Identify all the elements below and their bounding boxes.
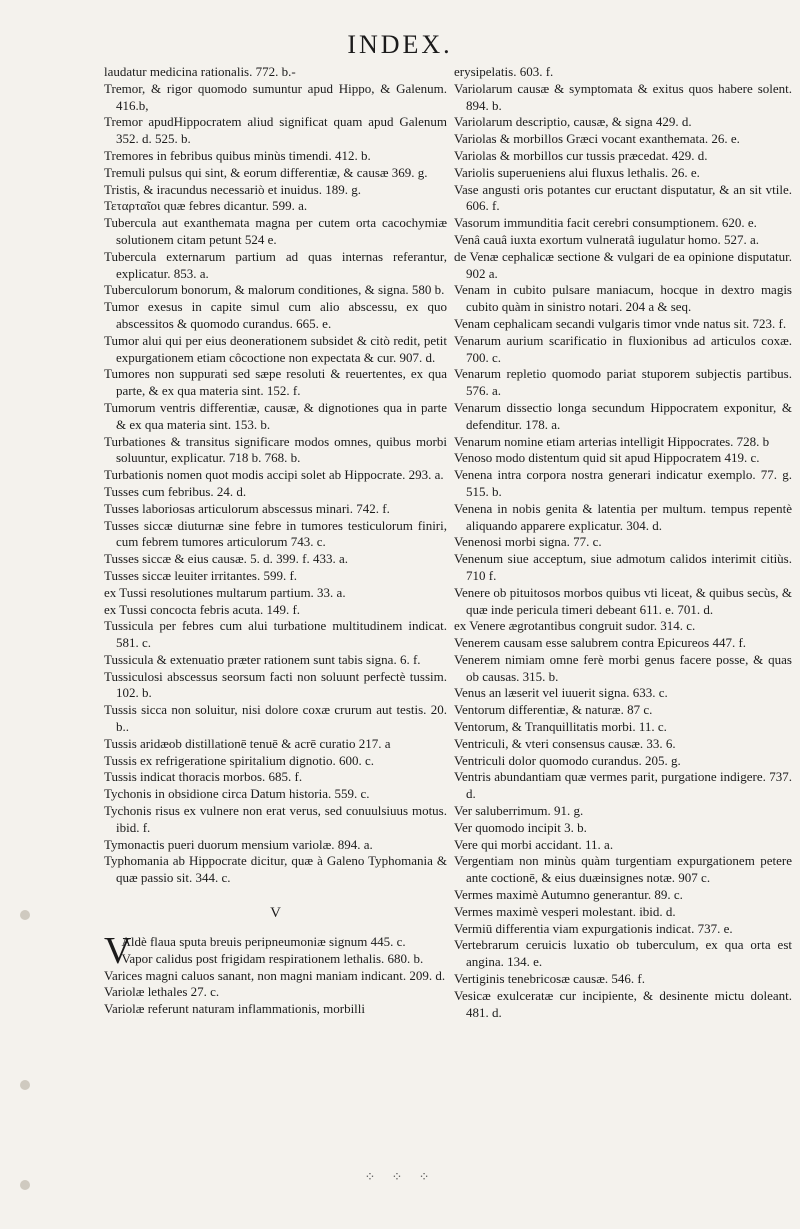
index-entry: Vesicæ exulceratæ cur incipiente, & desinente mictu doleant. 481. d.	[454, 987, 792, 1020]
index-entry: erysipelatis. 603. f.	[454, 64, 554, 79]
index-entry: Tusses laboriosas articulorum abscessus minari. 742. f.	[104, 500, 390, 516]
index-entry: Ventorum differentiæ, & naturæ. 87 c.	[454, 702, 653, 718]
index-entry: Venenosi morbi signa. 77. c.	[454, 534, 602, 550]
index-entry: Typhomania ab Hippocrate dicitur, quæ à Galeno Typhomania & quæ passio sit. 344. c.	[104, 853, 447, 886]
index-entry: Tussicula & extenuatio præter rationem sunt tabis signa. 6. f.	[104, 651, 421, 667]
index-entry: Ventorum, & Tranquillitatis morbi. 11. c.	[454, 719, 667, 735]
index-entry: Tumor alui qui per eius deonerationem subsidet & citò redit, petit expurgationem etiam côcoctione non expectata & cur. 907. d.	[104, 332, 447, 365]
index-entry: laudatur medicina rationalis. 772. b.-	[104, 64, 296, 79]
index-entry: Vertiginis tenebricosæ causæ. 546. f.	[454, 971, 645, 987]
index-entry: Vermes maximè Autumno generantur. 89. c.	[454, 887, 683, 903]
page-title: INDEX.	[347, 30, 453, 59]
index-entry: Tumorum ventris differentiæ, causæ, & dignotiones qua in parte & ex qua materia sint. 153. b.	[104, 399, 447, 432]
index-entry: Vasorum immunditia facit cerebri consumptionem. 620. e.	[454, 215, 757, 231]
index-entry: Venarum aurium scarificatio in fluxionibus ad articulos coxæ. 700. c.	[454, 332, 792, 365]
index-entry: Tremor, & rigor quomodo sumuntur apud Hippo, & Galenum. 416.b,	[104, 80, 447, 113]
index-entry: Tychonis risus ex vulnere non erat verus, sed conuulsiuus motus. ibid. f.	[104, 803, 447, 835]
index-entry: Tussicula per febres cum alui turbatione multitudinem indicat. 581. c.	[104, 618, 447, 651]
index-entry: Tumores non suppurati sed sæpe resoluti & reuertentes, ex qua parte, & ex qua materia sint. 152. f.	[104, 366, 447, 399]
index-entry: Tristis, & iracundus necessariò et inuidus. 189. g.	[104, 181, 361, 197]
index-entry: Tussis aridæob distillationē tenuē & acrē curatio 217. a	[104, 735, 391, 751]
index-entry: VAldè flaua sputa breuis peripneumoniæ signum 445. c.	[104, 930, 406, 973]
index-entry: Venus an læserit vel iuuerit signa. 633. c.	[454, 685, 668, 701]
index-entry: Variolæ referunt naturam inflammationis, morbilli	[104, 1001, 366, 1017]
binding-hole	[20, 910, 30, 920]
index-entry: Tuberculorum bonorum, & malorum conditiones, & signa. 580 b.	[104, 282, 445, 298]
index-entry: Ventriculi dolor quomodo curandus. 205. g.	[454, 752, 681, 768]
binding-hole	[20, 1080, 30, 1090]
index-entry: Vase angusti oris potantes cur eructant disputatur, & an sit vtile. 606. f.	[454, 181, 792, 214]
index-entry: Venarum repletio quomodo pariat stuporem subjectis partibus. 576. a.	[454, 366, 792, 399]
index-entry: Tussis sicca non soluitur, nisi dolore coxæ crurum aut testis. 20. b..	[104, 702, 447, 735]
index-entry: Turbationes & transitus significare modos omnes, quibus morbi soluuntur, explicatur. 718 b. 768. b.	[104, 433, 447, 466]
index-entry: Tubercula externarum partium ad quas internas referantur, explicatur. 853. a.	[104, 248, 447, 281]
index-entry: Tumor exesus in capite simul cum alio abscessu, ex quo abscessitos & quomodo curandus. 665. e.	[104, 299, 447, 331]
index-entry: Variolis superueniens alui fluxus lethalis. 26. e.	[454, 164, 700, 180]
index-entry: Variolarum causæ & symptomata & exitus quos habere solent. 894. b.	[454, 80, 792, 113]
left-v-entry-list	[104, 930, 447, 1018]
index-entry: Tremuli pulsus qui sint, & eorum differentiæ, & causæ 369. g.	[104, 164, 428, 180]
index-entry: Tussis ex refrigeratione spiritalium dignotio. 600. c.	[104, 752, 374, 768]
index-entry: Turbationis nomen quot modis accipi solet ab Hippocrate. 293. a.	[104, 467, 444, 483]
index-entry: Vermiū differentia viam expurgationis indicat. 737. e.	[454, 920, 733, 936]
index-entry: Vapor calidus post frigidam respirationem lethalis. 680. b.	[121, 950, 424, 966]
index-entry: Vergentiam non minùs quàm turgentiam expurgationem petere ante coctionē, & eius duæinsignes notæ. 907 c.	[454, 853, 792, 886]
index-entry: Variolæ lethales 27. c.	[104, 984, 220, 1000]
index-entry: Tremor apudHippocratem aliud significat quam apud Galenum 352. d. 525. b.	[104, 114, 447, 147]
left-column	[104, 64, 447, 1018]
index-entry: Tymonactis pueri duorum mensium variolæ. 894. a.	[104, 836, 373, 852]
index-entry: Ver saluberrimum. 91. g.	[454, 803, 584, 819]
index-entry: Vere qui morbi accidant. 11. a.	[454, 836, 614, 852]
letter-heading: V	[270, 905, 281, 922]
index-entry: Venam in cubito pulsare maniacum, hocque in dextro magis cubito quàm in sinistro notari. 204 a & seq.	[454, 282, 792, 315]
index-entry: Venere ob pituitosos morbos quibus vti liceat, & quibus secùs, & quæ inde pericula timeri debeant 611. e. 701. d.	[454, 584, 792, 617]
index-entry: Venerem nimiam omne ferè morbi genus facere posse, & quas ob causas. 315. b.	[454, 651, 792, 684]
index-entry: Tussis indicat thoracis morbos. 685. f.	[104, 769, 303, 785]
index-entry: Tubercula aut exanthemata magna per cutem orta cacochymiæ solutionem citam petunt 524 e.	[104, 215, 447, 247]
index-entry: Tremores in febribus quibus minùs timendi. 412. b.	[104, 147, 371, 163]
index-entry: Venâ cauâ iuxta exortum vulneratâ iugulatur homo. 527. a.	[454, 231, 760, 247]
index-entry: de Venæ cephalicæ sectione & vulgari de ea opinione disputatur. 902 a.	[454, 248, 792, 281]
index-entry: Vertebrarum ceruicis luxatio ob tuberculum, ex qua orta est angina. 134. e.	[454, 937, 792, 970]
index-entry: Venarum nomine etiam arterias intelligit Hippocrates. 728. b	[454, 433, 770, 449]
index-entry: Variolas & morbillos Græci vocant exanthemata. 26. e.	[454, 131, 740, 147]
index-entry: Tusses siccæ & eius causæ. 5. d. 399. f. 433. a.	[104, 551, 348, 567]
index-entry: Tussiculosi abscessus seorsum facti non soluunt perfectè tussim. 102. b.	[104, 668, 447, 701]
index-entry: Ventris abundantiam quæ vermes parit, purgatione indigere. 737. d.	[454, 769, 792, 802]
index-entry: Varices magni caluos sanant, non magni maniam indicant. 209. d.	[104, 967, 446, 983]
index-entry: Ver quomodo incipit 3. b.	[454, 819, 587, 835]
index-entry: Venerem causam esse salubrem contra Epicureos 447. f.	[454, 635, 747, 651]
index-entry: Tusses siccæ diuturnæ sine febre in tumores testiculorum finiri, cum febrem tumores articulorum 743. c.	[104, 517, 447, 550]
index-entry: ex Venere ægrotantibus congruit sudor. 314. c.	[454, 618, 696, 634]
index-entry: Venena in nobis genita & latentia per multum. tempus repentè aliquando apparere explicatur. 304. d.	[454, 500, 792, 533]
index-entry: Venenum siue acceptum, siue admotum calidos interimit citiùs. 710 f.	[454, 551, 792, 583]
index-entry: ex Tussi resolutiones multarum partium. 33. a.	[104, 584, 346, 600]
left-entry-list	[104, 64, 447, 887]
index-entry: Variolas & morbillos cur tussis præcedat. 429. d.	[454, 147, 708, 163]
index-entry: Venarum dissectio longa secundum Hippocratem exponitur, & defenditur. 178. a.	[454, 399, 792, 432]
index-entry: Tusses siccæ leuiter irritantes. 599. f.	[104, 567, 298, 583]
index-entry: Venena intra corpora nostra generari indicatur exemplo. 77. g. 515. b.	[454, 467, 792, 499]
index-entry: Tusses cum febribus. 24. d.	[104, 483, 247, 499]
index-entry: Τεταρταῖοι quæ febres dicantur. 599. a.	[104, 198, 308, 214]
index-entry: Ventriculi, & vteri consensus causæ. 33. 6.	[454, 735, 676, 751]
index-entry: ex Tussi concocta febris acuta. 149. f.	[104, 601, 301, 617]
right-column	[454, 64, 792, 1021]
right-entry-list	[454, 64, 792, 1021]
index-entry: Tychonis in obsidione circa Datum historia. 559. c.	[104, 786, 370, 802]
index-entry: Venoso modo distentum quid sit apud Hippocratem 419. c.	[454, 450, 760, 466]
index-entry: Variolarum descriptio, causæ, & signa 429. d.	[454, 114, 692, 130]
page-ornament: ⁘ ⁘ ⁘	[364, 1170, 436, 1185]
index-entry: Vermes maximè vesperi molestant. ibid. d.	[454, 903, 676, 919]
index-entry: Venam cephalicam secandi vulgaris timor vnde natus sit. 723. f.	[454, 315, 787, 331]
